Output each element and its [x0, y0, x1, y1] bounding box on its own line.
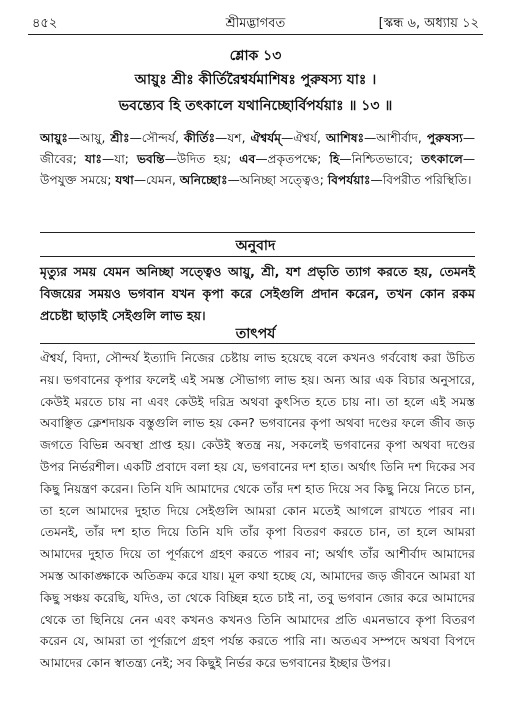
- word-meanings: [40, 128, 475, 191]
- word-meaning: —ঐশ্বর্য,: [281, 131, 326, 145]
- purport-heading: তাৎপর্য: [235, 326, 276, 342]
- sanskrit-word: শ্রীঃ: [110, 131, 130, 145]
- page-header: [28, 10, 483, 35]
- purport-text: ঐশ্বর্য, বিদ্যা, সৌন্দর্য ইত্যাদি নিজের চেষ্টায় লাভ হয়েছে বলে কখনও গর্ববোধ করা উচিত নয়। ভগবানের কৃপার ফলেই এই সমস্ত সৌভাগ্য লাভ হয়। অন্য আর এক বিচার অনুসারে, কেউই মরতে চায় না এবং কেউই দরিদ্র অথবা কুৎসিত হতে চায় না। তা হলে এই সমস্ত অবাঞ্ছিত ক্লেশদায়ক বস্তুগুলি লাভ হয় কেন? ভগবানের কৃপা অথবা দণ্ডের ফলে জীব জড় জগতে বিভিন্ন অবস্থা প্রাপ্ত হয়। কেউই স্বতন্ত্র নয়, সকলেই ভগবানের কৃপা অথবা দণ্ডের উপর নির্ভরশীল। একটি প্রবাদে বলা হয় যে, ভগবানের দশ হাত। অর্থাৎ তিনি দশ দিকের সব কিছু নিয়ন্ত্রণ করেন। তিনি যদি আমাদের থেকে তাঁর দশ হাত দিয়ে সব কিছু নিয়ে নিতে চান, তা হলে আমাদের দুহাত দিয়ে সেইগুলি আমরা কোন মতেই আগলে রাখতে পারব না। তেমনই, তাঁর দশ হাত দিয়ে তিনি যদি তাঁর কৃপা বিতরণ করতে চান, তা হলে আমরা আমাদের দুহাত দিয়ে তা পূর্ণরূপে গ্রহণ করতে পারব না; অর্থাৎ তাঁর আশীর্বাদ আমাদের সমস্ত আকাঙ্ক্ষাকে অতিক্রম করে যায়। মূল কথা হচ্ছে যে, আমাদের জড় জীবনে আমরা যা কিছু সঞ্চয় করেছি, যদিও, তা থেকে বিচ্ছিন্ন হতে চাই না, তবু ভগবান জোর করে আমাদের থেকে তা ছিনিয়ে নেন এবং কখনও কখনও তিনি আমাদের প্রতি এমনভাবে কৃপা বিতরণ করেন যে, আমরা তা পূর্ণরূপে গ্রহণ পর্যন্ত করতে পারি না। অতএব সম্পদে অথবা বিপদে আমাদের কোন স্বাতন্ত্র্য নেই; সব কিছুই নির্ভর করে ভগবানের ইচ্ছার উপর।: [40, 351, 475, 671]
- verse-label: শ্লোক ১৩: [229, 48, 282, 64]
- sanskrit-word: যাঃ: [84, 152, 103, 166]
- sanskrit-word: বিপর্যয়াঃ: [327, 173, 371, 187]
- divider: [40, 232, 475, 233]
- chapter-reference: [স্কন্ধ ৬, অধ্যায় ১২: [378, 16, 479, 31]
- word-meaning: —আয়ু,: [67, 131, 111, 145]
- page-number: ৪৫২: [32, 16, 58, 31]
- sanskrit-word: হি: [329, 152, 340, 166]
- word-meaning: —বিপরীত পরিস্থিতি।: [370, 173, 472, 187]
- sanskrit-word: তৎকালে: [421, 152, 463, 166]
- sanskrit-word: এব: [239, 152, 256, 166]
- divider: [40, 256, 475, 257]
- verse-line-1: আয়ুঃ শ্রীঃ কীর্তিরৈশ্বর্যমাশিষঃ পুরুষস্য যাঃ ।: [134, 72, 377, 88]
- sanskrit-word: পুরুষস্য: [426, 131, 463, 145]
- word-meaning: —নিশ্চিতভাবে;: [339, 152, 422, 166]
- word-meaning: —যা;: [102, 152, 137, 166]
- book-title: শ্রীমদ্ভাগবত: [225, 16, 286, 31]
- word-meaning: —অনিচ্ছা সত্ত্বেও;: [227, 173, 328, 187]
- word-meaning: —প্রকৃতপক্ষে;: [255, 152, 330, 166]
- translation-heading: অনুবাদ: [235, 238, 276, 254]
- word-meaning: —যশ,: [215, 131, 251, 145]
- verse-line-2: ভবন্ত্যেব হি তৎকালে যথানিচ্ছোর্বিপর্যয়াঃ ॥ ১৩ ॥: [118, 98, 393, 114]
- sanskrit-word: যথা: [115, 173, 134, 187]
- word-meaning: —জীবের;: [40, 131, 475, 166]
- word-meaning: —সৌন্দর্য,: [129, 131, 185, 145]
- word-meaning: —উদিত হয়;: [164, 152, 240, 166]
- sanskrit-word: অনিচ্ছোঃ: [179, 173, 228, 187]
- sanskrit-word: ভবন্তি: [136, 152, 165, 166]
- word-meaning: —আশীর্বাদ,: [364, 131, 427, 145]
- word-meaning: —যেমন,: [133, 173, 180, 187]
- sanskrit-word: আয়ুঃ: [40, 131, 68, 145]
- translation-text: মৃত্যুর সময় যেমন অনিচ্ছা সত্ত্বেও আয়ু, শ্রী, যশ প্রভৃতি ত্যাগ করতে হয়, তেমনই বিজয়ের সময়ও ভগবান যখন কৃপা করে সেইগুলি প্রদান করেন, তখন কোন রকম প্রচেষ্টা ছাড়াই সেইগুলি লাভ হয়।: [40, 264, 475, 323]
- divider: [40, 343, 475, 344]
- sanskrit-word: ঐশ্বর্যম্: [250, 131, 282, 145]
- word-meaning: —উপযুক্ত সময়ে;: [40, 152, 475, 187]
- sanskrit-word: কীর্তিঃ: [184, 131, 216, 145]
- sanskrit-word: আশিষঃ: [325, 131, 365, 145]
